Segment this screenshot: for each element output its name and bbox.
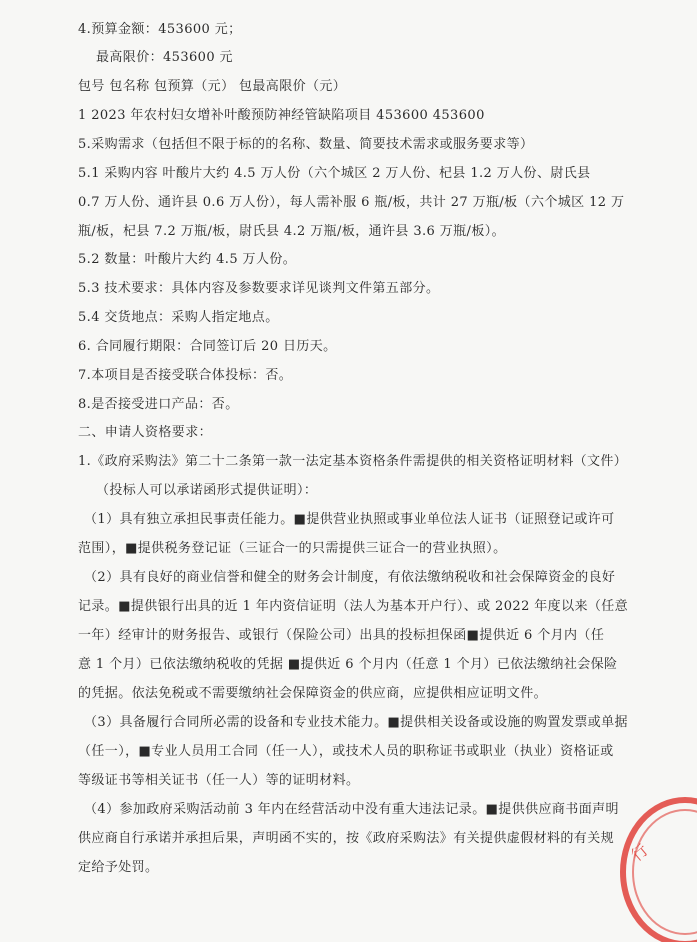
procurement-demand-heading: 5.采购需求（包括但不限于标的的名称、数量、简要技术需求或服务要求等） — [78, 137, 534, 152]
content-line-2: 0.7 万人份、通许县 0.6 万人份），每人需补服 6 瓶/板，共计 27 万瓶/板（六个城区 12 万 — [78, 195, 625, 210]
item2-line-2: 记录。■提供银行出具的近 1 年内资信证明（法人为基本开户行）、或 2022 年度以来（任意 — [78, 599, 629, 614]
tech-requirement-line: 5.3 技术要求：具体内容及参数要求详见谈判文件第五部分。 — [78, 281, 440, 296]
import-product-line: 8.是否接受进口产品：否。 — [78, 397, 239, 412]
item4-line-3: 定给予处罚。 — [78, 860, 159, 875]
item2-line-3: 一年）经审计的财务报告、或银行（保险公司）出具的投标担保函■提供近 6 个月内（任 — [78, 628, 605, 643]
qualification-line-1: 1.《政府采购法》第二十二条第一款一法定基本资格条件需提供的相关资格证明材料（文件） — [78, 454, 628, 469]
item2-line-1: （2）具有良好的商业信誉和健全的财务会计制度，有依法缴纳税收和社会保障资金的良好 — [84, 570, 616, 585]
quantity-line: 5.2 数量：叶酸片大约 4.5 万人份。 — [78, 252, 297, 267]
content-line-1: 5.1 采购内容 叶酸片大约 4.5 万人份（六个城区 2 万人份、杞县 1.2 万人份、尉氏县 — [78, 166, 591, 181]
qualification-line-2: （投标人可以承诺函形式提供证明）： — [96, 483, 318, 498]
item2-line-4: 意 1 个月）已依法缴纳税收的凭据 ■提供近 6 个月内（任意 1 个月）已依法缴纳社会保险 — [78, 657, 618, 672]
package-row-line: 1 2023 年农村妇女增补叶酸预防神经管缺陷项目 453600 453600 — [78, 108, 485, 123]
package-header-line: 包号 包名称 包预算（元） 包最高限价（元） — [78, 79, 347, 94]
delivery-location-line: 5.4 交货地点：采购人指定地点。 — [78, 310, 279, 325]
red-seal-stamp — [615, 792, 697, 942]
item3-line-1: （3）具备履行合同所必需的设备和专业技术能力。■提供相关设备或设施的购置发票或单据 — [84, 715, 628, 730]
item1-line-2: 范围），■提供税务登记证（三证合一的只需提供三证合一的营业执照）。 — [78, 541, 507, 556]
item4-line-1: （4）参加政府采购活动前 3 年内在经营活动中没有重大违法记录。■提供供应商书面声明 — [84, 802, 619, 817]
budget-amount-line: 4.预算金额：453600 元； — [78, 22, 242, 37]
max-price-line: 最高限价：453600 元 — [96, 50, 233, 65]
qualification-heading: 二、申请人资格要求： — [78, 425, 213, 440]
svg-text:行: 行 — [627, 840, 652, 866]
item3-line-2: （任一），■专业人员用工合同（任一人），或技术人员的职称证书或职业（执业）资格证或 — [78, 744, 614, 759]
content-line-3: 瓶/板，杞县 7.2 万瓶/板，尉氏县 4.2 万瓶/板，通许县 3.6 万瓶/板）。 — [78, 224, 506, 239]
joint-bid-line: 7.本项目是否接受联合体投标：否。 — [78, 368, 293, 383]
item3-line-3: 等级证书等相关证书（任一人）等的证明材料。 — [78, 773, 360, 788]
item1-line-1: （1）具有独立承担民事责任能力。■提供营业执照或事业单位法人证书（证照登记或许可 — [84, 512, 615, 527]
item2-line-5: 的凭据。依法免税或不需要缴纳社会保障资金的供应商，应提供相应证明文件。 — [78, 686, 548, 701]
contract-period-line: 6. 合同履行期限：合同签订后 20 日历天。 — [78, 339, 337, 354]
item4-line-2: 供应商自行承诺并承担后果，声明函不实的，按《政府采购法》有关提供虚假材料的有关规 — [78, 831, 615, 846]
